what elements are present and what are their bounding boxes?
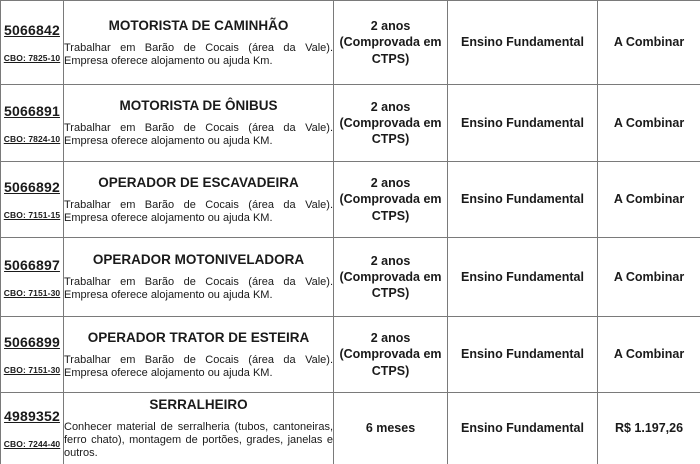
job-description: Trabalhar em Barão de Cocais (área da Vale). Empresa oferece alojamento ou ajuda KM. [64,122,333,147]
job-title: SERRALHEIRO [149,397,248,413]
job-experience-cell [334,238,448,317]
job-education-cell [448,162,598,238]
job-salary: A Combinar [613,115,685,130]
job-salary: A Combinar [613,35,685,50]
job-id-cell [1,162,64,238]
job-title-cell [64,317,334,393]
job-experience: 2 anos (Comprovada em CTPS) [339,176,442,223]
job-salary: A Combinar [613,192,685,207]
job-salary: A Combinar [613,347,685,362]
job-id-cell [1,238,64,317]
job-experience: 6 meses [365,421,416,436]
job-description: Trabalhar em Barão de Cocais (área da Vale). Empresa oferece alojamento ou ajuda KM. [64,353,333,379]
job-education-cell [448,85,598,162]
job-title: MOTORISTA DE ÔNIBUS [119,98,278,114]
job-education: Ensino Fundamental [461,421,584,436]
job-id: 5066899 [4,334,60,350]
job-experience-cell [334,162,448,238]
table-row [1,162,700,238]
job-title-cell [64,162,334,238]
job-salary-cell [598,162,700,238]
job-education: Ensino Fundamental [461,269,584,284]
job-salary-cell [598,317,700,393]
job-cbo-code: CBO: 7824-10 [3,133,61,144]
table-row [1,85,700,162]
job-title: OPERADOR TRATOR DE ESTEIRA [87,329,310,345]
job-title-cell [64,1,334,85]
job-id: 5066891 [4,102,60,119]
job-id: 5066892 [4,179,60,195]
job-description: Trabalhar em Barão de Cocais (área da Vale). Empresa oferece alojamento ou ajuda KM. [64,198,333,224]
job-cbo-code: CBO: 7151-15 [3,210,61,220]
job-description: Trabalhar em Barão de Cocais (área da Vale). Empresa oferece alojamento ou ajuda KM. [64,276,333,301]
job-id-cell [1,393,64,464]
job-education-cell [448,317,598,393]
job-id: 4989352 [4,408,60,424]
job-experience-cell [334,1,448,85]
job-title: OPERADOR DE ESCAVADEIRA [98,174,299,190]
job-experience-cell [334,317,448,393]
job-education-cell [448,393,598,464]
job-title: MOTORISTA DE CAMINHÃO [108,17,289,33]
job-id: 5066897 [4,256,60,273]
table-row [1,393,700,464]
job-experience: 2 anos (Comprovada em CTPS) [339,19,442,66]
job-cbo-code: CBO: 7151-30 [3,287,61,298]
job-listings-body [1,1,700,464]
table-row [1,238,700,317]
job-description: Trabalhar em Barão de Cocais (área da Vale). Empresa oferece alojamento ou ajuda Km. [64,41,333,67]
job-education-cell [448,238,598,317]
job-experience: 2 anos (Comprovada em CTPS) [339,331,442,378]
job-education: Ensino Fundamental [461,192,584,207]
job-education: Ensino Fundamental [461,347,584,362]
job-salary-cell [598,1,700,85]
job-cbo-code: CBO: 7151-30 [3,365,61,375]
job-title-cell [64,238,334,317]
job-experience-cell [334,393,448,464]
table-row [1,317,700,393]
job-id-cell [1,1,64,85]
job-cbo-code: CBO: 7244-40 [3,439,61,449]
job-education: Ensino Fundamental [461,115,584,130]
job-id: 5066842 [4,22,60,38]
job-salary: A Combinar [613,269,685,284]
job-experience: 2 anos (Comprovada em CTPS) [339,253,442,301]
job-title-cell [64,85,334,162]
job-education: Ensino Fundamental [461,35,584,50]
job-salary: R$ 1.197,26 [614,421,684,436]
job-experience-cell [334,85,448,162]
job-id-cell [1,85,64,162]
table-row [1,1,700,85]
job-description: Conhecer material de serralheria (tubos, cantoneiras, ferro chato), montagem de portões, grades, janelas e outros. [64,421,333,459]
job-title: OPERADOR MOTONIVELADORA [92,252,305,268]
job-education-cell [448,1,598,85]
job-salary-cell [598,393,700,464]
job-salary-cell [598,238,700,317]
job-salary-cell [598,85,700,162]
job-experience: 2 anos (Comprovada em CTPS) [339,99,442,147]
job-id-cell [1,317,64,393]
job-cbo-code: CBO: 7825-10 [3,53,61,63]
job-title-cell [64,393,334,464]
